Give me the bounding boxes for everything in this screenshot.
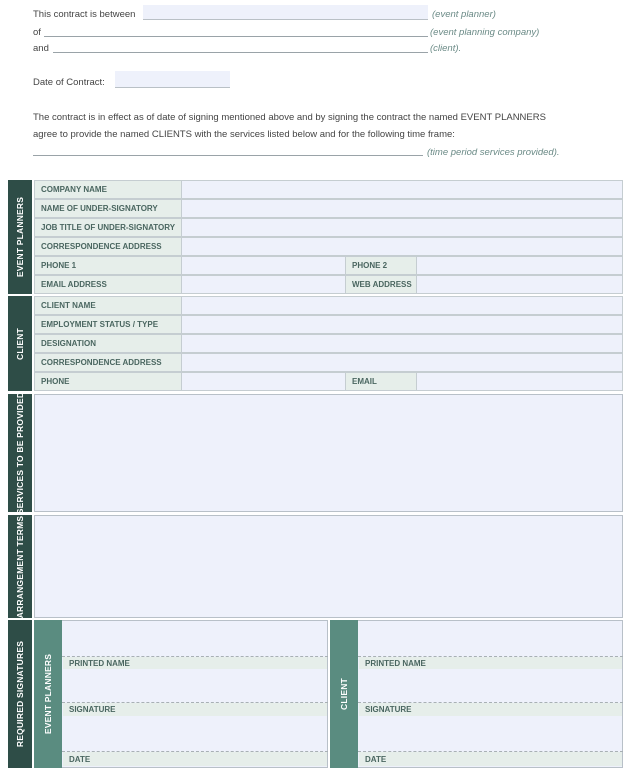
date-field[interactable] [115,71,230,88]
designation-label: DESIGNATION [34,334,182,353]
phone2-field[interactable] [416,256,623,275]
services-textarea[interactable] [34,394,623,512]
planners-signature-side-label [34,620,62,768]
client-field[interactable] [53,39,428,53]
email-address-label: EMAIL ADDRESS [34,275,182,294]
client-signature-input[interactable] [359,670,622,701]
client-name-field[interactable] [181,296,623,315]
planners-date-input[interactable] [63,717,327,750]
client-printed-name-input[interactable] [359,621,622,655]
client-hint: (client). [430,43,462,54]
client-address-field[interactable] [181,353,623,372]
web-address-label: WEB ADDRESS [345,275,417,294]
client-date-label: DATE [359,752,622,766]
company-name-field[interactable] [181,180,623,199]
planners-printed-name-label: PRINTED NAME [63,657,327,669]
client-signature-title: CLIENT [339,678,349,710]
event-company-field[interactable] [44,23,428,37]
terms-section-title: ARRANGEMENT TERMS [15,515,25,618]
client-printed-name-label: PRINTED NAME [359,657,622,669]
planners-signature-label: SIGNATURE [63,703,327,716]
employment-status-label: EMPLOYMENT STATUS / TYPE [34,315,182,334]
client-name-label: CLIENT NAME [34,296,182,315]
employment-status-field[interactable] [181,315,623,334]
client-address-label: CORRESPONDENCE ADDRESS [34,353,182,372]
planners-date-label: DATE [63,752,327,766]
client-email-label: EMAIL [345,372,417,391]
terms-side-label [8,515,32,618]
intro-line2-text: of [33,27,41,38]
job-title-label: JOB TITLE OF UNDER-SIGNATORY [34,218,182,237]
planners-signature-input[interactable] [63,670,327,701]
services-side-label [8,391,32,515]
planners-printed-name-input[interactable] [63,621,327,655]
client-side-label [8,296,32,391]
event-company-hint: (event planning company) [430,27,540,38]
body-para1: The contract is in effect as of date of signing mentioned above and by signing the contract the named EVENT PLANNERS [33,112,546,123]
signatures-section-title: REQUIRED SIGNATURES [15,640,25,748]
job-title-field[interactable] [181,218,623,237]
client-section-title: CLIENT [15,327,25,360]
client-phone-field[interactable] [181,372,346,391]
client-signature-side-label [330,620,358,768]
designation-field[interactable] [181,334,623,353]
body-para2: agree to provide the named CLIENTS with the services listed below and for the following time frame: [33,129,455,140]
phone2-label: PHONE 2 [345,256,417,275]
planners-signature-title: EVENT PLANNERS [43,653,53,735]
client-phone-label: PHONE [34,372,182,391]
event-planner-field[interactable] [143,5,428,20]
terms-textarea[interactable] [34,515,623,618]
services-section-title: SERVICES TO BE PROVIDED [15,391,25,515]
time-period-hint: (time period services provided). [427,147,560,158]
event-planner-hint: (event planner) [432,9,496,20]
phone1-field[interactable] [181,256,346,275]
event-planners-section-title: EVENT PLANNERS [15,196,25,278]
event-planners-side-label [8,180,32,294]
intro-line1-text: This contract is between [33,9,136,20]
planner-address-label: CORRESPONDENCE ADDRESS [34,237,182,256]
company-name-label: COMPANY NAME [34,180,182,199]
client-date-input[interactable] [359,717,622,750]
under-signatory-name-label: NAME OF UNDER-SIGNATORY [34,199,182,218]
date-label: Date of Contract: [33,77,105,88]
client-signature-label: SIGNATURE [359,703,622,716]
phone1-label: PHONE 1 [34,256,182,275]
signatures-side-label [8,620,32,768]
under-signatory-name-field[interactable] [181,199,623,218]
client-email-field[interactable] [416,372,623,391]
intro-line3-text: and [33,43,49,54]
web-address-field[interactable] [416,275,623,294]
email-address-field[interactable] [181,275,346,294]
planner-address-field[interactable] [181,237,623,256]
time-period-field[interactable] [33,143,423,156]
